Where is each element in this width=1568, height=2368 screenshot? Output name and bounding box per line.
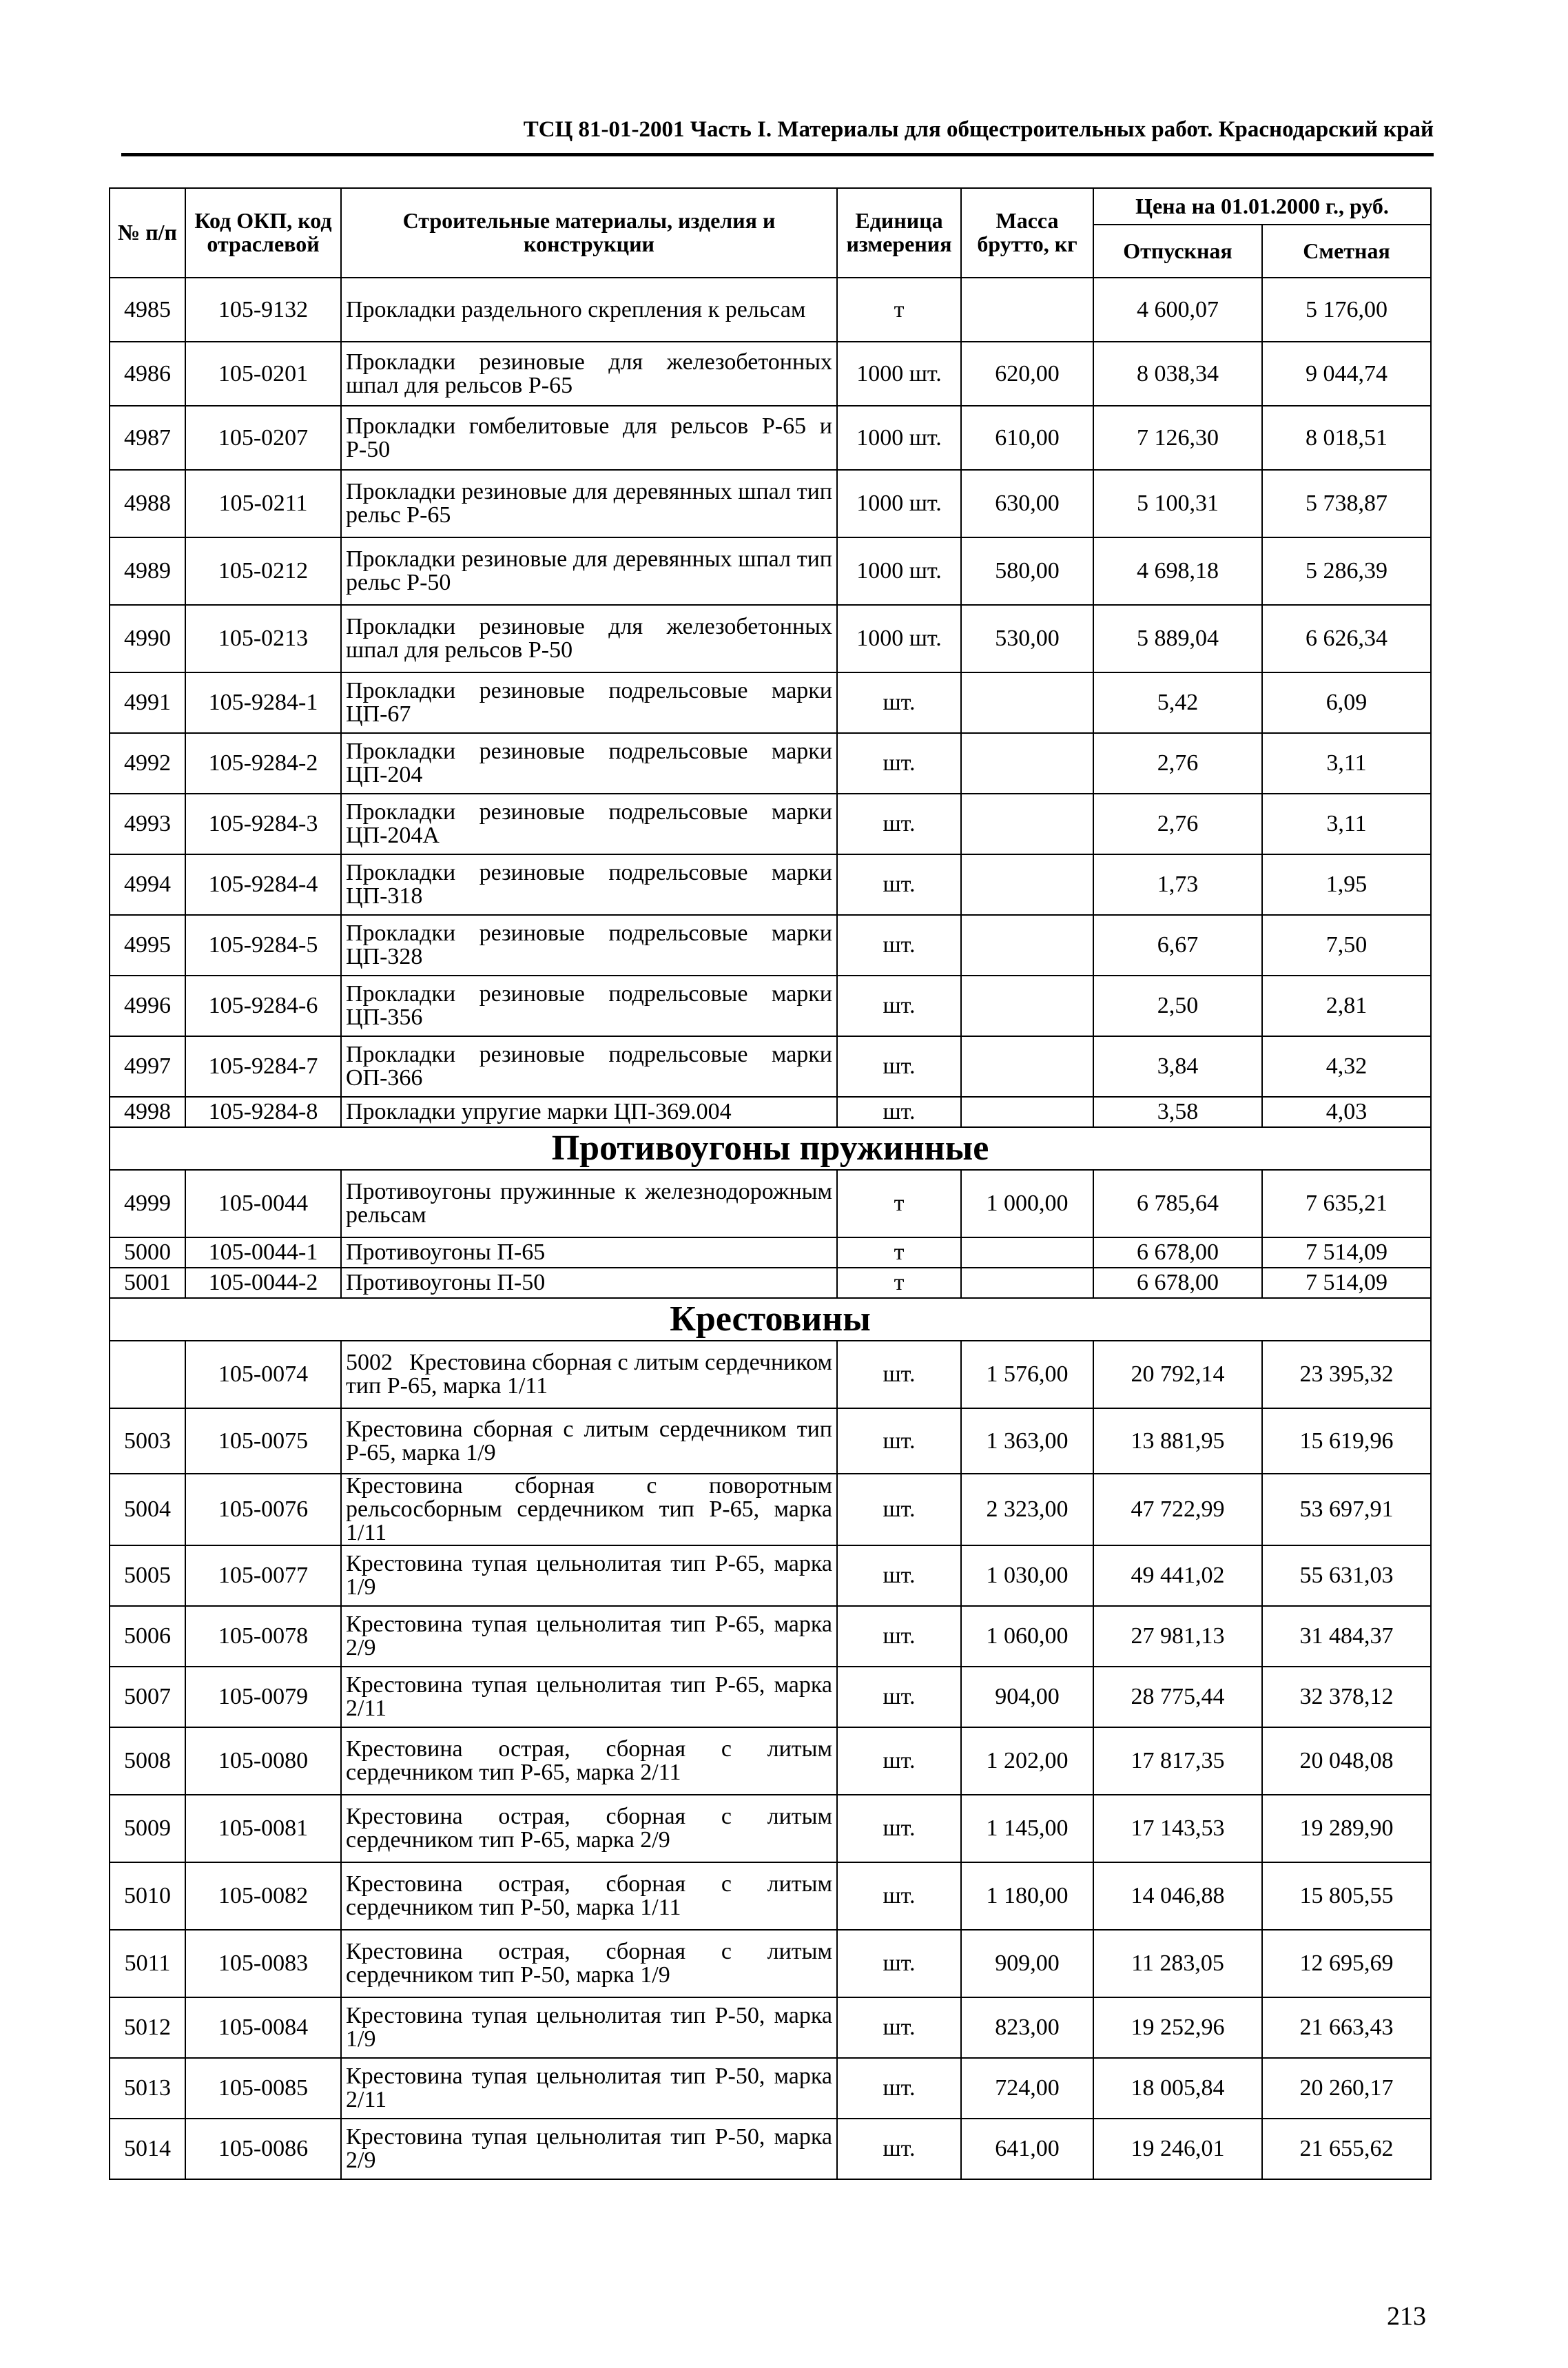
row-estimate-price: 7 635,21	[1262, 1170, 1431, 1237]
row-code: 105-0074	[185, 1341, 341, 1408]
row-estimate-price: 53 697,91	[1262, 1474, 1431, 1545]
row-mass: 1 060,00	[961, 1606, 1093, 1667]
table-row	[110, 1997, 1431, 2058]
running-header: ТСЦ 81-01-2001 Часть I. Материалы для общестроительных работ. Краснодарский край	[523, 117, 1434, 142]
row-name	[341, 1341, 837, 1408]
row-mass	[961, 278, 1093, 342]
row-estimate-price: 7,50	[1262, 915, 1431, 976]
row-release-price: 5 889,04	[1093, 605, 1262, 672]
row-code: 105-0044-2	[185, 1268, 341, 1298]
row-estimate-price: 3,11	[1262, 733, 1431, 794]
row-num: 5014	[110, 2119, 185, 2179]
row-unit: шт.	[837, 1341, 961, 1408]
row-estimate-price: 20 048,08	[1262, 1727, 1431, 1795]
row-mass: 724,00	[961, 2058, 1093, 2119]
row-estimate-price: 5 738,87	[1262, 470, 1431, 537]
row-unit: шт.	[837, 1930, 961, 1997]
row-name: Крестовина сборная с литым сердечником тип Р-65, марка 1/9	[341, 1408, 837, 1474]
row-unit: шт.	[837, 2119, 961, 2179]
row-mass: 530,00	[961, 605, 1093, 672]
row-name: Прокладки резиновые подрельсовые марки ЦП-318	[341, 854, 837, 915]
row-mass	[961, 672, 1093, 733]
row-unit: шт.	[837, 1474, 961, 1545]
row-code: 105-9284-1	[185, 672, 341, 733]
row-num: 4987	[110, 406, 185, 470]
row-name: Прокладки резиновые для деревянных шпал тип рельс Р-65	[341, 470, 837, 537]
row-num: 5003	[110, 1408, 185, 1474]
table-row	[110, 470, 1431, 537]
row-code: 105-9132	[185, 278, 341, 342]
row-unit: шт.	[837, 794, 961, 854]
row-name: Прокладки резиновые для железобетонных шпал для рельсов Р-65	[341, 342, 837, 406]
row-mass: 909,00	[961, 1930, 1093, 1997]
row-code: 105-0083	[185, 1930, 341, 1997]
row-release-price: 6 678,00	[1093, 1268, 1262, 1298]
section-title-frogs: Крестовины	[110, 1298, 1431, 1341]
table-row	[110, 1237, 1431, 1268]
row-mass	[961, 1268, 1093, 1298]
row-mass	[961, 915, 1093, 976]
row-unit: шт.	[837, 1097, 961, 1127]
row-code: 105-0077	[185, 1545, 341, 1606]
row-mass: 1 000,00	[961, 1170, 1093, 1237]
row-release-price: 1,73	[1093, 854, 1262, 915]
row-mass: 580,00	[961, 537, 1093, 605]
row-unit: шт.	[837, 1606, 961, 1667]
row-code: 105-9284-3	[185, 794, 341, 854]
row-estimate-price: 7 514,09	[1262, 1237, 1431, 1268]
row-num: 5001	[110, 1268, 185, 1298]
row-name: Прокладки резиновые для деревянных шпал тип рельс Р-50	[341, 537, 837, 605]
row-unit: 1000 шт.	[837, 605, 961, 672]
table-row	[110, 1795, 1431, 1862]
row-num: 5006	[110, 1606, 185, 1667]
table-row	[110, 1545, 1431, 1606]
section-row	[110, 1127, 1431, 1170]
row-name: Крестовина тупая цельнолитая тип Р-65, марка 2/11	[341, 1667, 837, 1727]
row-name: Крестовина сборная с поворотным рельсосборным сердечником тип Р-65, марка 1/11	[341, 1474, 837, 1545]
row-num: 5013	[110, 2058, 185, 2119]
col-header-name: Строительные материалы, изделия и конструкции	[341, 188, 837, 278]
row-code: 105-0044	[185, 1170, 341, 1237]
row-release-price: 2,76	[1093, 794, 1262, 854]
row-num-inline: 5002	[346, 1350, 393, 1375]
row-mass: 1 202,00	[961, 1727, 1093, 1795]
row-num: 4991	[110, 672, 185, 733]
row-num: 5012	[110, 1997, 185, 2058]
row-mass: 1 145,00	[961, 1795, 1093, 1862]
row-release-price: 11 283,05	[1093, 1930, 1262, 1997]
row-code: 105-9284-4	[185, 854, 341, 915]
row-name: Крестовина острая, сборная с литым сердечником тип Р-65, марка 2/11	[341, 1727, 837, 1795]
row-num: 5007	[110, 1667, 185, 1727]
table-row	[110, 1862, 1431, 1930]
row-release-price: 6,67	[1093, 915, 1262, 976]
row-num: 4992	[110, 733, 185, 794]
row-estimate-price: 6 626,34	[1262, 605, 1431, 672]
row-mass	[961, 976, 1093, 1036]
row-name: Противоугоны пружинные к железнодорожным рельсам	[341, 1170, 837, 1237]
row-unit: 1000 шт.	[837, 406, 961, 470]
row-code: 105-0207	[185, 406, 341, 470]
row-estimate-price: 8 018,51	[1262, 406, 1431, 470]
row-release-price: 27 981,13	[1093, 1606, 1262, 1667]
row-num: 4997	[110, 1036, 185, 1097]
table-row	[110, 1341, 1431, 1408]
table-row	[110, 976, 1431, 1036]
row-unit: шт.	[837, 1795, 961, 1862]
row-name: Крестовина острая, сборная с литым сердечником тип Р-65, марка 2/9	[341, 1795, 837, 1862]
row-code: 105-9284-5	[185, 915, 341, 976]
row-unit: т	[837, 278, 961, 342]
table-row	[110, 672, 1431, 733]
section-title-anti-creepers: Противоугоны пружинные	[110, 1127, 1431, 1170]
row-num-empty	[110, 1341, 185, 1408]
row-unit: 1000 шт.	[837, 470, 961, 537]
row-unit: шт.	[837, 1545, 961, 1606]
table-row	[110, 1667, 1431, 1727]
row-estimate-price: 15 619,96	[1262, 1408, 1431, 1474]
table-row	[110, 1170, 1431, 1237]
row-num: 5008	[110, 1727, 185, 1795]
row-release-price: 17 143,53	[1093, 1795, 1262, 1862]
row-release-price: 2,76	[1093, 733, 1262, 794]
row-name: Прокладки резиновые для железобетонных шпал для рельсов Р-50	[341, 605, 837, 672]
row-release-price: 47 722,99	[1093, 1474, 1262, 1545]
row-estimate-price: 32 378,12	[1262, 1667, 1431, 1727]
row-name: Прокладки резиновые подрельсовые марки ЦП-67	[341, 672, 837, 733]
table-row	[110, 1268, 1431, 1298]
page-number: 213	[1387, 2302, 1426, 2331]
table-row	[110, 1930, 1431, 1997]
row-mass: 610,00	[961, 406, 1093, 470]
row-release-price: 8 038,34	[1093, 342, 1262, 406]
row-name: Прокладки резиновые подрельсовые марки ОП-366	[341, 1036, 837, 1097]
row-name: Прокладки раздельного скрепления к рельсам	[341, 278, 837, 342]
row-code: 105-9284-7	[185, 1036, 341, 1097]
row-mass: 904,00	[961, 1667, 1093, 1727]
row-release-price: 2,50	[1093, 976, 1262, 1036]
col-header-estimate: Сметная	[1262, 225, 1431, 278]
row-unit: шт.	[837, 1667, 961, 1727]
row-unit: шт.	[837, 1727, 961, 1795]
col-header-release: Отпускная	[1093, 225, 1262, 278]
row-code: 105-9284-8	[185, 1097, 341, 1127]
row-num: 4986	[110, 342, 185, 406]
row-name: Противоугоны П-50	[341, 1268, 837, 1298]
row-estimate-price: 5 286,39	[1262, 537, 1431, 605]
row-code: 105-0213	[185, 605, 341, 672]
row-name: Крестовина острая, сборная с литым сердечником тип Р-50, марка 1/9	[341, 1930, 837, 1997]
row-unit: шт.	[837, 854, 961, 915]
row-num: 4988	[110, 470, 185, 537]
row-unit: шт.	[837, 1036, 961, 1097]
col-header-code: Код ОКП, код отраслевой	[185, 188, 341, 278]
row-unit: шт.	[837, 1862, 961, 1930]
row-name: Прокладки резиновые подрельсовые марки ЦП-356	[341, 976, 837, 1036]
row-unit: т	[837, 1170, 961, 1237]
row-estimate-price: 31 484,37	[1262, 1606, 1431, 1667]
table-row	[110, 854, 1431, 915]
row-unit: шт.	[837, 733, 961, 794]
row-estimate-price: 15 805,55	[1262, 1862, 1431, 1930]
row-mass	[961, 794, 1093, 854]
row-num: 4994	[110, 854, 185, 915]
row-estimate-price: 5 176,00	[1262, 278, 1431, 342]
header-rule	[121, 153, 1434, 156]
row-code: 105-0079	[185, 1667, 341, 1727]
row-release-price: 14 046,88	[1093, 1862, 1262, 1930]
row-release-price: 3,58	[1093, 1097, 1262, 1127]
row-num: 4996	[110, 976, 185, 1036]
row-name: Прокладки резиновые подрельсовые марки ЦП-204	[341, 733, 837, 794]
row-name: Крестовина тупая цельнолитая тип Р-50, марка 2/11	[341, 2058, 837, 2119]
row-name: Прокладки гомбелитовые для рельсов Р-65 и Р-50	[341, 406, 837, 470]
row-mass: 620,00	[961, 342, 1093, 406]
row-release-price: 4 600,07	[1093, 278, 1262, 342]
row-code: 105-0084	[185, 1997, 341, 2058]
table-row	[110, 342, 1431, 406]
row-name: Крестовина острая, сборная с литым сердечником тип Р-50, марка 1/11	[341, 1862, 837, 1930]
table-row	[110, 1408, 1431, 1474]
row-code: 105-0082	[185, 1862, 341, 1930]
table-row	[110, 537, 1431, 605]
row-name: Крестовина тупая цельнолитая тип Р-65, марка 1/9	[341, 1545, 837, 1606]
table-row	[110, 406, 1431, 470]
row-estimate-price: 21 663,43	[1262, 1997, 1431, 2058]
row-estimate-price: 4,32	[1262, 1036, 1431, 1097]
row-mass	[961, 1237, 1093, 1268]
row-release-price: 13 881,95	[1093, 1408, 1262, 1474]
row-release-price: 7 126,30	[1093, 406, 1262, 470]
table-row	[110, 605, 1431, 672]
row-estimate-price: 9 044,74	[1262, 342, 1431, 406]
row-estimate-price: 1,95	[1262, 854, 1431, 915]
table-row	[110, 915, 1431, 976]
row-mass: 641,00	[961, 2119, 1093, 2179]
table-row	[110, 1036, 1431, 1097]
table-row	[110, 1727, 1431, 1795]
row-unit: шт.	[837, 976, 961, 1036]
row-code: 105-0212	[185, 537, 341, 605]
row-code: 105-0076	[185, 1474, 341, 1545]
row-release-price: 17 817,35	[1093, 1727, 1262, 1795]
row-unit: 1000 шт.	[837, 537, 961, 605]
row-code: 105-0211	[185, 470, 341, 537]
row-release-price: 49 441,02	[1093, 1545, 1262, 1606]
row-release-price: 3,84	[1093, 1036, 1262, 1097]
row-code: 105-9284-6	[185, 976, 341, 1036]
row-mass: 1 363,00	[961, 1408, 1093, 1474]
row-mass	[961, 1036, 1093, 1097]
section-row	[110, 1298, 1431, 1341]
col-header-num: № п/п	[110, 188, 185, 278]
row-release-price: 28 775,44	[1093, 1667, 1262, 1727]
row-code: 105-0044-1	[185, 1237, 341, 1268]
row-mass: 1 030,00	[961, 1545, 1093, 1606]
row-estimate-price: 19 289,90	[1262, 1795, 1431, 1862]
row-code: 105-0085	[185, 2058, 341, 2119]
row-code: 105-0086	[185, 2119, 341, 2179]
row-unit: т	[837, 1268, 961, 1298]
row-code: 105-0081	[185, 1795, 341, 1862]
row-release-price: 19 252,96	[1093, 1997, 1262, 2058]
row-num: 5010	[110, 1862, 185, 1930]
row-estimate-price: 2,81	[1262, 976, 1431, 1036]
row-release-price: 6 785,64	[1093, 1170, 1262, 1237]
row-mass: 823,00	[961, 1997, 1093, 2058]
row-estimate-price: 6,09	[1262, 672, 1431, 733]
row-estimate-price: 55 631,03	[1262, 1545, 1431, 1606]
row-mass	[961, 1097, 1093, 1127]
row-code: 105-0078	[185, 1606, 341, 1667]
row-code: 105-0080	[185, 1727, 341, 1795]
table-row	[110, 794, 1431, 854]
row-mass: 630,00	[961, 470, 1093, 537]
row-name: Крестовина тупая цельнолитая тип Р-65, марка 2/9	[341, 1606, 837, 1667]
row-unit: шт.	[837, 915, 961, 976]
row-code: 105-0201	[185, 342, 341, 406]
row-num: 4989	[110, 537, 185, 605]
row-name: Прокладки резиновые подрельсовые марки ЦП-328	[341, 915, 837, 976]
row-estimate-price: 12 695,69	[1262, 1930, 1431, 1997]
row-num: 5005	[110, 1545, 185, 1606]
col-header-unit: Единица измерения	[837, 188, 961, 278]
row-name: Прокладки резиновые подрельсовые марки ЦП-204А	[341, 794, 837, 854]
row-release-price: 6 678,00	[1093, 1237, 1262, 1268]
row-num: 4995	[110, 915, 185, 976]
table-row	[110, 733, 1431, 794]
row-name: Крестовина тупая цельнолитая тип Р-50, марка 2/9	[341, 2119, 837, 2179]
row-unit: шт.	[837, 2058, 961, 2119]
row-release-price: 5,42	[1093, 672, 1262, 733]
row-num: 4999	[110, 1170, 185, 1237]
table-row	[110, 1474, 1431, 1545]
row-name: Прокладки упругие марки ЦП-369.004	[341, 1097, 837, 1127]
row-unit: 1000 шт.	[837, 342, 961, 406]
row-release-price: 20 792,14	[1093, 1341, 1262, 1408]
row-num: 4990	[110, 605, 185, 672]
col-header-price-group: Цена на 01.01.2000 г., руб.	[1093, 188, 1431, 225]
table-row	[110, 2119, 1431, 2179]
row-mass: 2 323,00	[961, 1474, 1093, 1545]
row-unit: т	[837, 1237, 961, 1268]
row-estimate-price: 21 655,62	[1262, 2119, 1431, 2179]
row-mass	[961, 854, 1093, 915]
table-row	[110, 278, 1431, 342]
col-header-mass: Масса брутто, кг	[961, 188, 1093, 278]
row-release-price: 5 100,31	[1093, 470, 1262, 537]
row-num: 5011	[110, 1930, 185, 1997]
row-num: 5009	[110, 1795, 185, 1862]
row-estimate-price: 23 395,32	[1262, 1341, 1431, 1408]
row-unit: шт.	[837, 1408, 961, 1474]
row-mass: 1 180,00	[961, 1862, 1093, 1930]
row-num: 5004	[110, 1474, 185, 1545]
table-row	[110, 2058, 1431, 2119]
price-table	[109, 187, 1432, 2180]
row-release-price: 19 246,01	[1093, 2119, 1262, 2179]
row-unit: шт.	[837, 672, 961, 733]
row-num: 4998	[110, 1097, 185, 1127]
row-code: 105-9284-2	[185, 733, 341, 794]
row-num: 4993	[110, 794, 185, 854]
row-release-price: 18 005,84	[1093, 2058, 1262, 2119]
table-row	[110, 1097, 1431, 1127]
row-code: 105-0075	[185, 1408, 341, 1474]
row-num: 4985	[110, 278, 185, 342]
row-estimate-price: 4,03	[1262, 1097, 1431, 1127]
row-mass	[961, 733, 1093, 794]
row-estimate-price: 7 514,09	[1262, 1268, 1431, 1298]
row-estimate-price: 3,11	[1262, 794, 1431, 854]
table-row	[110, 1606, 1431, 1667]
row-mass: 1 576,00	[961, 1341, 1093, 1408]
row-num: 5000	[110, 1237, 185, 1268]
row-name: Крестовина тупая цельнолитая тип Р-50, марка 1/9	[341, 1997, 837, 2058]
row-name-text: Крестовина сборная с литым сердечником тип Р-65, марка 1/11	[346, 1350, 832, 1399]
row-estimate-price: 20 260,17	[1262, 2058, 1431, 2119]
row-name: Противоугоны П-65	[341, 1237, 837, 1268]
row-unit: шт.	[837, 1997, 961, 2058]
row-release-price: 4 698,18	[1093, 537, 1262, 605]
